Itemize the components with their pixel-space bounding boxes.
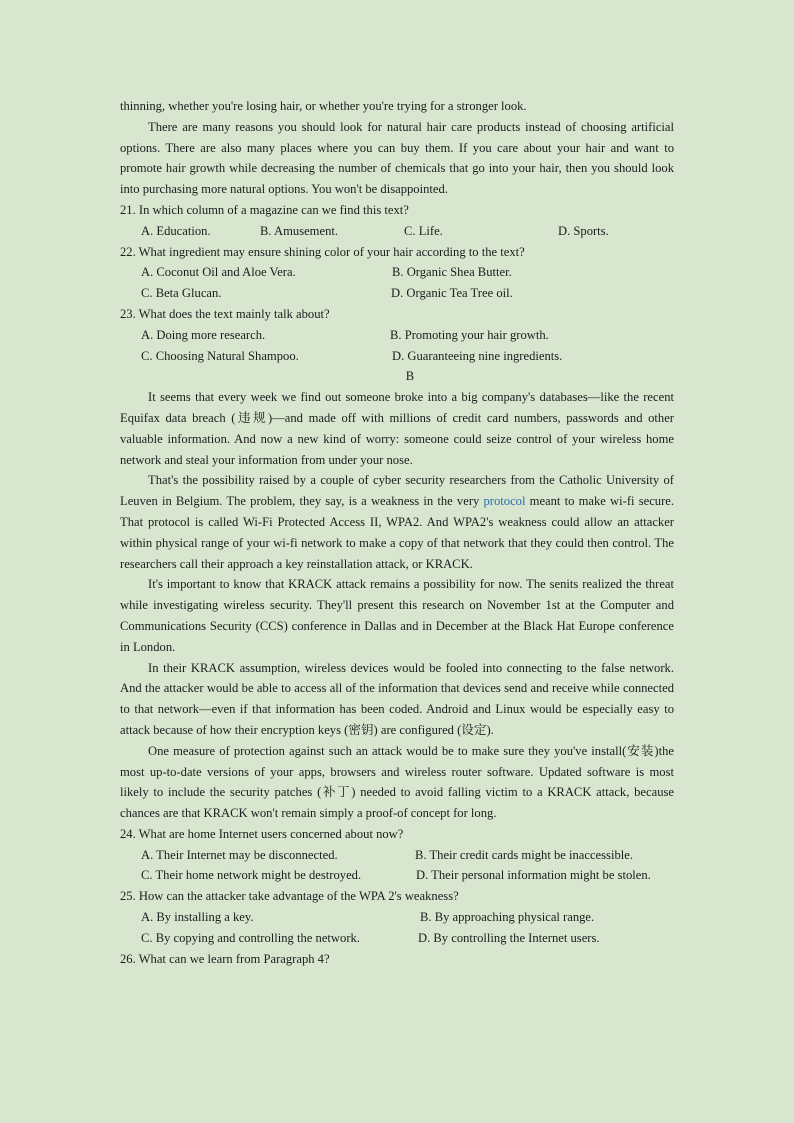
passage-b-paragraph: It seems that every week we find out someone broke into a big company's databases—like the recent Equifax data breach (违规)—and made off with millions of credit card numbers, passwords and other valuable information. And now a new kind of worry: someone could seize control of your wireless home network and steal your information from under your nose.: [120, 390, 674, 467]
option-row: [120, 325, 674, 346]
option-a: A. Coconut Oil and Aloe Vera.: [141, 265, 296, 280]
document-page: [120, 96, 674, 969]
question-22: [120, 242, 674, 304]
paragraph-text: That's the possibility raised by a couple of cyber security researchers from the Catholic University of Leuven in Belgium. The problem, they say, is a weakness in the very: [120, 473, 674, 509]
question-26: [120, 949, 674, 970]
option-d: D. Organic Tea Tree oil.: [391, 286, 513, 301]
option-b: B. By approaching physical range.: [420, 910, 595, 925]
section-label: B: [405, 369, 415, 384]
option-c: C. Beta Glucan.: [141, 286, 222, 301]
question-stem: 23. What does the text mainly talk about?: [120, 306, 330, 321]
option-d: D. Their personal information might be stolen.: [416, 868, 651, 883]
passage-b-paragraph: In their KRACK assumption, wireless devices would be fooled into connecting to the false network. And the attacker would be able to access all of the information that devices send and receive while connected to that network—even if that information has been coded. Android and Linux would be especially easy to attack because of how their encryption keys (密钥) are configured (设定).: [120, 660, 674, 737]
protocol-link[interactable]: protocol: [483, 494, 526, 509]
option-row: [120, 221, 674, 242]
option-row: [120, 865, 674, 886]
option-row: [120, 928, 674, 949]
option-d: D. Sports.: [558, 223, 609, 238]
question-stem: 24. What are home Internet users concerned about now?: [120, 826, 404, 841]
option-a: A. Their Internet may be disconnected.: [141, 847, 338, 862]
option-row: [120, 262, 674, 283]
question-stem: 25. How can the attacker take advantage of the WPA 2's weakness?: [120, 889, 459, 904]
question-25: [120, 886, 674, 948]
option-b: B. Promoting your hair growth.: [390, 327, 549, 342]
option-b: B. Amusement.: [260, 223, 339, 238]
passage-a-paragraph: thinning, whether you're losing hair, or whether you're trying for a stronger look.: [120, 99, 527, 113]
option-c: C. Their home network might be destroyed.: [141, 868, 362, 883]
option-a: A. Education.: [141, 223, 211, 238]
option-d: D. Guaranteeing nine ingredients.: [392, 348, 563, 363]
option-row: [120, 283, 674, 304]
option-row: [120, 845, 674, 866]
question-stem: 26. What can we learn from Paragraph 4?: [120, 951, 330, 966]
option-a: A. By installing a key.: [141, 910, 254, 925]
passage-b-paragraph: It's important to know that KRACK attack remains a possibility for now. The senits realized the threat while investigating wireless security. They'll present this research on November 1st at the Computer and Communications Security (CCS) conference in Dallas and in December at the Black Hat Europe conference in London.: [120, 577, 674, 654]
passage-b-paragraph: [120, 470, 674, 574]
question-23: [120, 304, 674, 366]
option-a: A. Doing more research.: [141, 327, 266, 342]
passage-b-paragraph: One measure of protection against such an attack would be to make sure they you've install(安装)the most up-to-date versions of your apps, browsers and wireless router software. Updated software is most likely to include the security patches (补丁) needed to avoid falling victim to a KRACK attack, because chances are that KRACK won't remain simply a proof-of concept for long.: [120, 743, 674, 821]
option-row: [120, 346, 674, 367]
option-c: C. Choosing Natural Shampoo.: [141, 348, 299, 363]
option-c: C. Life.: [404, 223, 443, 238]
option-b: B. Their credit cards might be inaccessible.: [415, 847, 633, 862]
question-stem: 21. In which column of a magazine can we find this text?: [120, 202, 409, 217]
paragraph-text: meant to make wi-fi secure. That protocol is called Wi-Fi Protected Access II, WPA2. And WPA2's weakness could allow an attacker within physical range of your wi-fi network to make a copy of that network that they could then control. The researchers call their approach a key reinstallation attack, or KRACK.: [120, 494, 675, 571]
question-stem: 22. What ingredient may ensure shining color of your hair according to the text?: [120, 244, 525, 259]
passage-a-paragraph: There are many reasons you should look for natural hair care products instead of choosing artificial options. There are also many places where you can buy them. If you care about your hair and want to promote hair growth while decreasing the number of chemicals that go into your hair, then you should look into purchasing more natural options. You won't be disappointed.: [120, 119, 674, 197]
option-d: D. By controlling the Internet users.: [418, 930, 600, 945]
option-b: B. Organic Shea Butter.: [392, 265, 512, 280]
option-c: C. By copying and controlling the network.: [141, 930, 360, 945]
question-24: [120, 824, 674, 886]
option-row: [120, 907, 674, 928]
question-21: [120, 200, 674, 242]
